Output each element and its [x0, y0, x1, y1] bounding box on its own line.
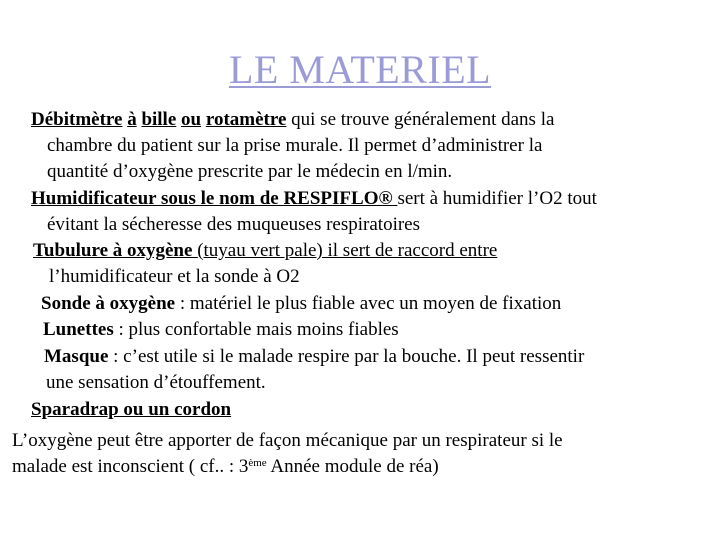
oxygene-text-1: L’oxygène peut être apporter de façon mécanique par un respirateur si le: [12, 430, 563, 451]
page-title: LE MATERIEL: [228, 47, 492, 92]
term-lunettes: Lunettes: [43, 319, 114, 340]
paragraph-sparadrap: [31, 397, 681, 423]
debitmetre-text-1: qui se trouve généralement dans la: [286, 109, 555, 130]
paragraph-lunettes: [43, 317, 693, 343]
superscript-eme: ème: [248, 457, 267, 469]
lunettes-text: : plus confortable mais moins fiables: [113, 319, 399, 340]
paragraph-sonde: [41, 291, 691, 317]
paragraph-tubulure: [33, 238, 673, 290]
masque-text-2: une sensation d’étouffement.: [46, 372, 266, 393]
paragraph-oxygene-mecanique: [12, 429, 689, 478]
oxygene-text-2b: Année module de réa): [266, 456, 439, 477]
oxygene-text-2a: malade est inconscient ( cf.. : 3: [12, 456, 249, 477]
humidificateur-text-1: sert à humidifier l’O2 tout: [397, 188, 597, 209]
term-sonde: Sonde à oxygène: [41, 293, 176, 314]
sonde-text: : matériel le plus fiable avec un moyen de fixation: [175, 293, 562, 314]
paragraph-humidificateur: [31, 186, 691, 238]
debitmetre-text-2: chambre du patient sur la prise murale. Il permet d’administrer la: [47, 135, 543, 156]
term-rotametre: rotamètre: [205, 109, 287, 130]
term-sparadrap: Sparadrap ou un cordon: [31, 399, 232, 420]
debitmetre-text-3: quantité d’oxygène prescrite par le médecin en l/min.: [47, 161, 453, 182]
term-bille: bille: [141, 109, 177, 130]
tubulure-text-1: (tuyau vert pale) il sert de raccord entre: [197, 240, 498, 261]
term-humidificateur: Humidificateur sous le nom de RESPIFLO®: [31, 188, 398, 209]
humidificateur-text-2: évitant la sécheresse des muqueuses respiratoires: [47, 214, 421, 235]
term-ou: ou: [181, 109, 202, 130]
term-a: à: [127, 109, 137, 130]
tubulure-text-2: l’humidificateur et la sonde à O2: [49, 266, 300, 287]
oxygene-text-2: [12, 452, 689, 478]
term-debitmetre: Débitmètre: [31, 109, 123, 130]
paragraph-masque: [44, 344, 689, 396]
term-masque: Masque: [44, 346, 109, 367]
term-tubulure: Tubulure à oxygène: [33, 240, 198, 261]
masque-text-1: : c’est utile si le malade respire par la bouche. Il peut ressentir: [108, 346, 585, 367]
paragraph-debitmetre: [31, 107, 688, 185]
